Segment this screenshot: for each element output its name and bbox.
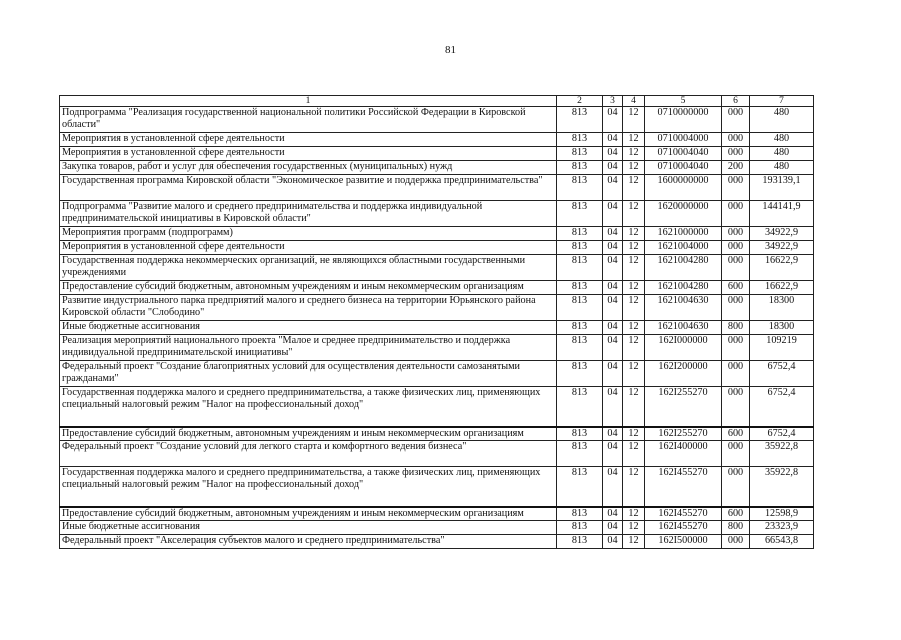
row-name-cell: Мероприятия в установленной сфере деятельности — [60, 241, 557, 255]
table-row — [60, 521, 814, 535]
ministry-code-cell: 813 — [557, 175, 603, 201]
ministry-code-cell: 813 — [557, 467, 603, 507]
header-row — [60, 96, 814, 107]
ministry-code-cell: 813 — [557, 387, 603, 427]
ministry-code-cell: 813 — [557, 241, 603, 255]
expense-type-cell: 000 — [722, 255, 750, 281]
row-name-cell: Мероприятия в установленной сфере деятельности — [60, 147, 557, 161]
section-code-cell: 04 — [603, 321, 623, 335]
amount-cell: 109219 — [750, 335, 814, 361]
amount-cell: 18300 — [750, 295, 814, 321]
expense-type-cell: 000 — [722, 147, 750, 161]
expense-type-cell: 000 — [722, 133, 750, 147]
section-code-cell: 04 — [603, 521, 623, 535]
ministry-code-cell: 813 — [557, 201, 603, 227]
section-code-cell: 04 — [603, 361, 623, 387]
ministry-code-cell: 813 — [557, 227, 603, 241]
header-cell: 2 — [557, 96, 603, 107]
target-code-cell: 162I500000 — [645, 535, 722, 549]
table-row — [60, 147, 814, 161]
row-name-cell: Государственная программа Кировской области "Экономическое развитие и поддержка предпринимательства" — [60, 175, 557, 201]
table-row — [60, 175, 814, 201]
subsection-code-cell: 12 — [623, 467, 645, 507]
subsection-code-cell: 12 — [623, 387, 645, 427]
target-code-cell: 1600000000 — [645, 175, 722, 201]
row-name-cell: Государственная поддержка малого и среднего предпринимательства, а также физических лиц, применяющих специальный налоговый режим "Налог на профессиональный доход" — [60, 387, 557, 427]
section-code-cell: 04 — [603, 175, 623, 201]
expense-type-cell: 800 — [722, 521, 750, 535]
section-code-cell: 04 — [603, 295, 623, 321]
table-row — [60, 321, 814, 335]
ministry-code-cell: 813 — [557, 361, 603, 387]
table-row — [60, 133, 814, 147]
amount-cell: 480 — [750, 133, 814, 147]
row-name-cell: Федеральный проект "Акселерация субъектов малого и среднего предпринимательства" — [60, 535, 557, 549]
section-code-cell: 04 — [603, 507, 623, 521]
target-code-cell: 162I455270 — [645, 521, 722, 535]
expense-type-cell: 000 — [722, 175, 750, 201]
row-name-cell: Закупка товаров, работ и услуг для обеспечения государственных (муниципальных) нужд — [60, 161, 557, 175]
expense-type-cell: 000 — [722, 335, 750, 361]
table-row — [60, 441, 814, 467]
amount-cell: 480 — [750, 161, 814, 175]
amount-cell: 16622,9 — [750, 281, 814, 295]
target-code-cell: 162I455270 — [645, 467, 722, 507]
row-name-cell: Мероприятия в установленной сфере деятельности — [60, 133, 557, 147]
subsection-code-cell: 12 — [623, 441, 645, 467]
subsection-code-cell: 12 — [623, 241, 645, 255]
expense-type-cell: 000 — [722, 441, 750, 467]
ministry-code-cell: 813 — [557, 281, 603, 295]
header-cell: 6 — [722, 96, 750, 107]
ministry-code-cell: 813 — [557, 321, 603, 335]
target-code-cell: 162I255270 — [645, 427, 722, 441]
subsection-code-cell: 12 — [623, 427, 645, 441]
header-cell: 7 — [750, 96, 814, 107]
row-name-cell: Федеральный проект "Создание условий для легкого старта и комфортного ведения бизнеса" — [60, 441, 557, 467]
target-code-cell: 162I400000 — [645, 441, 722, 467]
section-code-cell: 04 — [603, 227, 623, 241]
amount-cell: 18300 — [750, 321, 814, 335]
table-row — [60, 507, 814, 521]
expense-type-cell: 600 — [722, 507, 750, 521]
ministry-code-cell: 813 — [557, 335, 603, 361]
table-row — [60, 255, 814, 281]
row-name-cell: Государственная поддержка малого и среднего предпринимательства, а также физических лиц, применяющих специальный налоговый режим "Налог на профессиональный доход" — [60, 467, 557, 507]
table-row — [60, 241, 814, 255]
target-code-cell: 1621004630 — [645, 295, 722, 321]
header-cell: 1 — [60, 96, 557, 107]
amount-cell: 144141,9 — [750, 201, 814, 227]
amount-cell: 16622,9 — [750, 255, 814, 281]
row-name-cell: Иные бюджетные ассигнования — [60, 321, 557, 335]
expense-type-cell: 600 — [722, 281, 750, 295]
subsection-code-cell: 12 — [623, 107, 645, 133]
ministry-code-cell: 813 — [557, 255, 603, 281]
section-code-cell: 04 — [603, 161, 623, 175]
target-code-cell: 0710004040 — [645, 161, 722, 175]
table-row — [60, 227, 814, 241]
row-name-cell: Иные бюджетные ассигнования — [60, 521, 557, 535]
target-code-cell: 162I455270 — [645, 507, 722, 521]
expense-type-cell: 200 — [722, 161, 750, 175]
amount-cell: 480 — [750, 147, 814, 161]
section-code-cell: 04 — [603, 255, 623, 281]
ministry-code-cell: 813 — [557, 441, 603, 467]
subsection-code-cell: 12 — [623, 361, 645, 387]
row-name-cell: Федеральный проект "Создание благоприятных условий для осуществления деятельности самозанятыми гражданами" — [60, 361, 557, 387]
amount-cell: 6752,4 — [750, 361, 814, 387]
subsection-code-cell: 12 — [623, 175, 645, 201]
row-name-cell: Предоставление субсидий бюджетным, автономным учреждениям и иным некоммерческим организациям — [60, 427, 557, 441]
amount-cell: 23323,9 — [750, 521, 814, 535]
table-row — [60, 361, 814, 387]
ministry-code-cell: 813 — [557, 535, 603, 549]
amount-cell: 66543,8 — [750, 535, 814, 549]
ministry-code-cell: 813 — [557, 427, 603, 441]
section-code-cell: 04 — [603, 535, 623, 549]
header-cell: 3 — [603, 96, 623, 107]
section-code-cell: 04 — [603, 335, 623, 361]
table-row — [60, 161, 814, 175]
subsection-code-cell: 12 — [623, 507, 645, 521]
budget-table — [59, 95, 814, 549]
row-name-cell: Подпрограмма "Реализация государственной национальной политики Российской Федерации в Кировской области" — [60, 107, 557, 133]
target-code-cell: 1621004630 — [645, 321, 722, 335]
expense-type-cell: 800 — [722, 321, 750, 335]
section-code-cell: 04 — [603, 281, 623, 295]
amount-cell: 6752,4 — [750, 387, 814, 427]
section-code-cell: 04 — [603, 241, 623, 255]
table-row — [60, 107, 814, 133]
target-code-cell: 0710000000 — [645, 107, 722, 133]
target-code-cell: 162I000000 — [645, 335, 722, 361]
table-row — [60, 427, 814, 441]
ministry-code-cell: 813 — [557, 161, 603, 175]
table-row — [60, 201, 814, 227]
section-code-cell: 04 — [603, 147, 623, 161]
expense-type-cell: 000 — [722, 201, 750, 227]
target-code-cell: 0710004040 — [645, 147, 722, 161]
amount-cell: 34922,9 — [750, 227, 814, 241]
target-code-cell: 1621004000 — [645, 241, 722, 255]
ministry-code-cell: 813 — [557, 507, 603, 521]
amount-cell: 35922,8 — [750, 467, 814, 507]
ministry-code-cell: 813 — [557, 521, 603, 535]
section-code-cell: 04 — [603, 441, 623, 467]
subsection-code-cell: 12 — [623, 133, 645, 147]
row-name-cell: Реализация мероприятий национального проекта "Малое и среднее предпринимательство и поддержка индивидуальной предпринимательской инициативы" — [60, 335, 557, 361]
subsection-code-cell: 12 — [623, 335, 645, 361]
subsection-code-cell: 12 — [623, 295, 645, 321]
table-row — [60, 535, 814, 549]
section-code-cell: 04 — [603, 133, 623, 147]
expense-type-cell: 000 — [722, 227, 750, 241]
ministry-code-cell: 813 — [557, 147, 603, 161]
header-cell: 4 — [623, 96, 645, 107]
target-code-cell: 1621004280 — [645, 281, 722, 295]
amount-cell: 193139,1 — [750, 175, 814, 201]
subsection-code-cell: 12 — [623, 227, 645, 241]
row-name-cell: Предоставление субсидий бюджетным, автономным учреждениям и иным некоммерческим организациям — [60, 507, 557, 521]
table-row — [60, 467, 814, 507]
row-name-cell: Государственная поддержка некоммерческих организаций, не являющихся областными государственными учреждениями — [60, 255, 557, 281]
expense-type-cell: 000 — [722, 361, 750, 387]
subsection-code-cell: 12 — [623, 521, 645, 535]
subsection-code-cell: 12 — [623, 321, 645, 335]
target-code-cell: 1621000000 — [645, 227, 722, 241]
page-number: 81 — [445, 44, 456, 56]
row-name-cell: Мероприятия программ (подпрограмм) — [60, 227, 557, 241]
table-row — [60, 335, 814, 361]
amount-cell: 6752,4 — [750, 427, 814, 441]
header-cell: 5 — [645, 96, 722, 107]
expense-type-cell: 000 — [722, 295, 750, 321]
target-code-cell: 162I255270 — [645, 387, 722, 427]
table-row — [60, 387, 814, 427]
amount-cell: 12598,9 — [750, 507, 814, 521]
amount-cell: 34922,9 — [750, 241, 814, 255]
target-code-cell: 0710004000 — [645, 133, 722, 147]
expense-type-cell: 000 — [722, 467, 750, 507]
ministry-code-cell: 813 — [557, 295, 603, 321]
section-code-cell: 04 — [603, 467, 623, 507]
expense-type-cell: 000 — [722, 107, 750, 133]
expense-type-cell: 000 — [722, 241, 750, 255]
expense-type-cell: 600 — [722, 427, 750, 441]
ministry-code-cell: 813 — [557, 107, 603, 133]
target-code-cell: 1621004280 — [645, 255, 722, 281]
subsection-code-cell: 12 — [623, 161, 645, 175]
row-name-cell: Развитие индустриального парка предприятий малого и среднего бизнеса на территории Юрьянского района Кировской области "Слободино" — [60, 295, 557, 321]
section-code-cell: 04 — [603, 107, 623, 133]
expense-type-cell: 000 — [722, 387, 750, 427]
subsection-code-cell: 12 — [623, 201, 645, 227]
table-row — [60, 281, 814, 295]
expense-type-cell: 000 — [722, 535, 750, 549]
subsection-code-cell: 12 — [623, 281, 645, 295]
amount-cell: 480 — [750, 107, 814, 133]
row-name-cell: Подпрограмма "Развитие малого и среднего предпринимательства и поддержка индивидуальной предпринимательской инициативы в Кировской области" — [60, 201, 557, 227]
section-code-cell: 04 — [603, 201, 623, 227]
amount-cell: 35922,8 — [750, 441, 814, 467]
ministry-code-cell: 813 — [557, 133, 603, 147]
subsection-code-cell: 12 — [623, 255, 645, 281]
row-name-cell: Предоставление субсидий бюджетным, автономным учреждениям и иным некоммерческим организациям — [60, 281, 557, 295]
target-code-cell: 162I200000 — [645, 361, 722, 387]
subsection-code-cell: 12 — [623, 535, 645, 549]
table-row — [60, 295, 814, 321]
target-code-cell: 1620000000 — [645, 201, 722, 227]
section-code-cell: 04 — [603, 387, 623, 427]
subsection-code-cell: 12 — [623, 147, 645, 161]
section-code-cell: 04 — [603, 427, 623, 441]
